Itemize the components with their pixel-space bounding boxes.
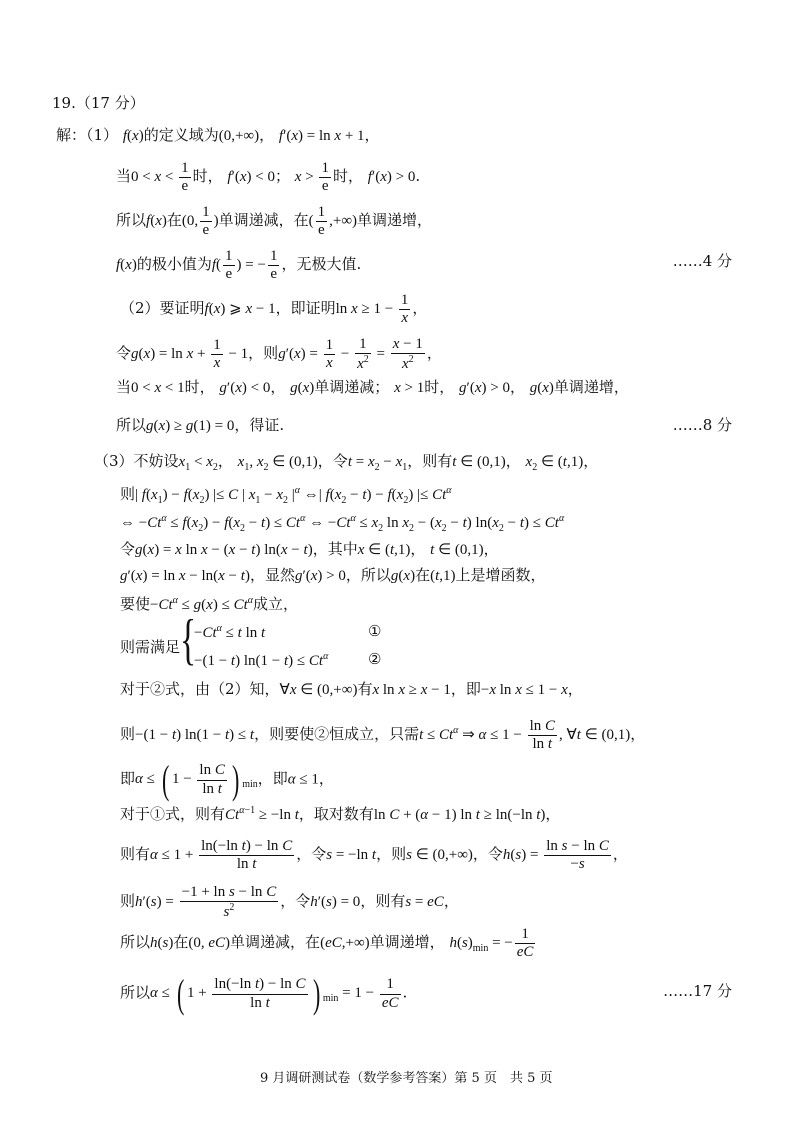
part3-line9: 即α ≤ ( 1 − $\frac{\text{ln C}}{\text{ln t}}$ ) $_{min}$，即α ≤ 1， [120,757,334,802]
condition-2: −(1 − t) $\ln(1 - t) \le Ct^\alpha$ [194,651,329,669]
circle-1: ① [368,622,382,640]
score-17: ……17 分 [663,982,732,1000]
part1-line3: 所以f(x)在(0, $\frac{1}{e}$ )单调递减，在( $\frac{1}{e}$ ,+∞)单调递增， [116,204,433,239]
part2-line3: 当0 < x < 1时， g′(x) < 0， g(x)单调递减； x > 1时， g′(x) > 0， g(x)单调递增， [116,378,629,396]
question-number: 19.（17 分） [52,94,145,112]
part3-line5: g′(x) = ln x − ln(x − t)，显然g′(x) > 0，所以g(x)在(t,1)上是增函数， [120,566,546,584]
score-8: ……8 分 [672,416,732,434]
text-fragment: 的定义域为 [143,126,219,144]
part3-line3: ⇔ $-Ct^\alpha \le f(x_2) - f(x_2 - t) \le Ct^\alpha$ ⇔ $-Ct^\alpha \le x_2$ $\ln x_2 - (x_2 - t) \ln(x_2 - t) \le Ct^\alpha$ [120,513,565,534]
part3-line10: 对于①式，则有$Ct^{\alpha-1} \ge -\ln$ t，取对数有ln C + (α − 1) ln t ≥ ln(−ln t)， [120,805,561,823]
question-header [52,96,145,111]
part1-line1: 解：（1） f(x)的定义域为(0,+∞)， f′(x) = ln x + 1， [56,126,380,144]
part2-line4: 所以g(x) ≥ g(1) = 0，得证. [116,416,285,434]
part3-line12: 则h′(s) = $\frac{\text{−1 + ln s − ln C}}{s^2}$ ，令h′(s) = 0，则有s = eC， [120,884,459,921]
part3-line11: 则有α ≤ 1 + $\frac{\text{ln(−ln t) − ln C}}{\text{ln t}}$ ，令s = −ln t，则s ∈ (0,+∞)，令h(s) = $\frac{\text{ln s − ln C}}{-s}$ ， [120,838,628,873]
part3-line4: 令g(x) = x ln x − (x − t) ln(x − t)，其中x ∈ (t,1)， t ∈ (0,1)， [120,540,499,558]
part2-line2: 令g(x) = ln x + $\frac{1}{x}$ − 1，则g′(x) = $\frac{1}{x}$ − $\frac{1}{x^2}$ = $\frac{x - 1}{x^2}$ ， [116,336,442,373]
condition-1: $-Ct^\alpha \le t$ ln t [194,623,266,641]
part3-line8: 则−(1 − t) ln(1 − t) ≤ t，则要使②恒成立，只需$t \le Ct^\alpha$ ⇒ α ≤ 1 − $\frac{\text{ln C}}{\text{ln t}}$ , ∀t ∈ (0,1)， [120,718,646,753]
part1-line4: f(x)的极小值为f( $\frac{1}{e}$ ) = − $\frac{1}{e}$ ，无极大值. [116,248,362,283]
part3-line7: 对于②式，由（2）知，∀x ∈ (0,+∞)有x ln x ≥ x − 1，即−x ln x ≤ 1 − x， [120,680,583,698]
system-brace: { [180,609,197,671]
circle-2: ② [368,650,382,668]
score-4: ……4 分 [672,252,732,270]
part3-line13: 所以h(s)在(0, eC)单调递减，在(eC,+∞)单调递增， $h(s)_{min}$ = − $\frac{1}{eC}$ [120,926,534,961]
part3-line1: （3）不妨设$x_1 < x_2$， $x_1$, $x_2$ ∈ (0,1)，令$t = x_2 - x_1$，则有t ∈ (0,1)， $x_2$ ∈ (t,1)， [94,452,599,473]
part-label: （1） [86,126,119,144]
part1-line2: 当0 < x < $\frac{1}{e}$ 时， f′(x) < 0； x > $\frac{1}{e}$ 时， f′(x) > 0. [116,160,421,195]
part3-line14: 所以α ≤ ( 1 + $\frac{\text{ln(−ln t) − ln C}}{\text{ln t}}$ ) $_{min}$ = 1 − $\frac{1}{eC}$ . [120,971,408,1016]
part2-line1: （2）要证明f(x) ⩾ x − 1，即证明ln x ≥ 1 − $\frac{1}{x}$ ， [120,292,428,327]
need-satisfy-label: 则需满足 [120,638,181,656]
answer-label: 解： [56,126,87,144]
page-footer: 9 月调研测试卷（数学参考答案）第 5 页 共 5 页 [260,1071,553,1086]
part3-line6: 要使$-Ct^\alpha \le g(x) \le Ct^\alpha$成立， [120,595,299,613]
part3-line2: 则| $f(x_1) - f(x_2)$ |≤ C | $x_1 - x_2$ $|^\alpha$ ⇔| $f(x_2 - t) - f(x_2)$ |≤ $Ct^\alpha$ [120,485,452,506]
